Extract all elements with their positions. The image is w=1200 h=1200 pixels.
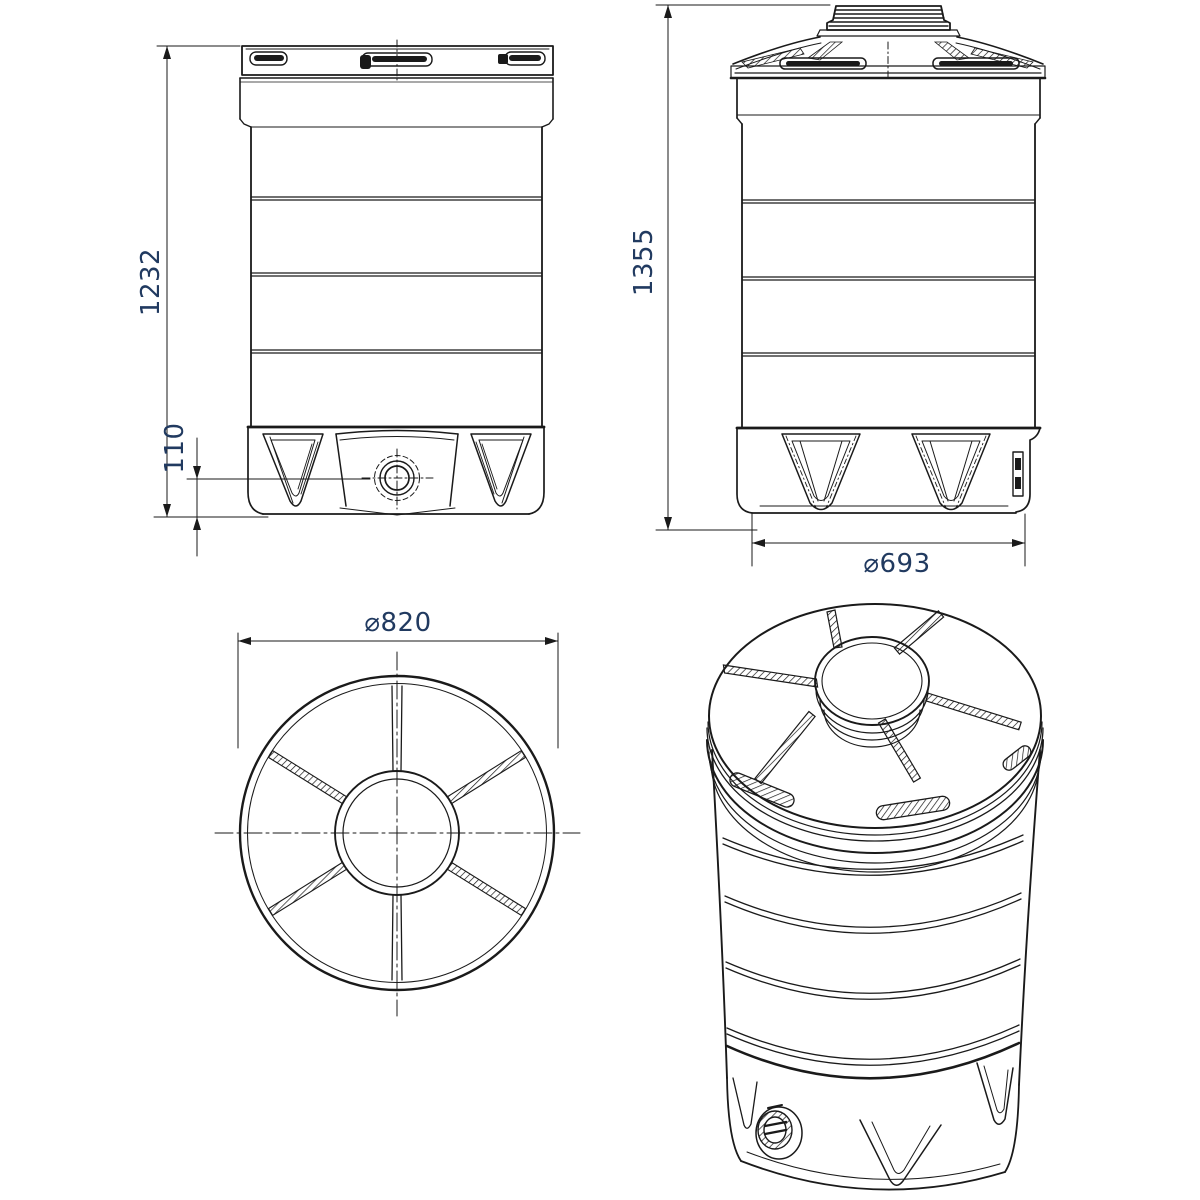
- side-skirt: [737, 428, 1040, 513]
- dim-label-side-diameter: ⌀693: [863, 549, 931, 579]
- side-cap: [817, 6, 960, 36]
- dim-label-top-diameter: ⌀820: [364, 608, 432, 638]
- dim-label-outlet-height: 110: [160, 422, 190, 474]
- side-foot-right: [912, 434, 990, 510]
- side-dome: [731, 37, 1045, 78]
- top-view: [215, 608, 580, 1016]
- dim-label-side-height: 1355: [629, 227, 659, 297]
- front-foot-right: [471, 434, 531, 506]
- iso-foot-right: [977, 1063, 1013, 1124]
- side-bracket: [1013, 452, 1023, 496]
- front-rim: [242, 40, 553, 80]
- side-view: [629, 5, 1045, 579]
- iso-body: [712, 750, 1040, 1085]
- iso-view: [707, 604, 1043, 1190]
- top-centerlines: [215, 652, 580, 1016]
- iso-lid: [815, 637, 929, 747]
- dim-label-front-height: 1232: [136, 247, 166, 317]
- front-foot-left: [263, 434, 323, 506]
- front-view: [136, 40, 553, 556]
- front-outlet: [362, 449, 433, 509]
- dim-top-diameter: [238, 608, 558, 748]
- side-body: [737, 78, 1040, 428]
- front-skirt: [248, 427, 544, 515]
- dim-side-height: [629, 5, 830, 530]
- iso-spokes: [723, 610, 1021, 784]
- side-foot-left: [782, 434, 860, 510]
- iso-outlet: [756, 1105, 802, 1159]
- dim-outlet-height: [160, 422, 370, 556]
- iso-foot-center: [860, 1120, 941, 1185]
- dim-side-diameter: [752, 514, 1025, 579]
- front-body: [251, 127, 542, 427]
- front-collar: [240, 78, 553, 127]
- iso-foot-left-partial: [733, 1078, 757, 1128]
